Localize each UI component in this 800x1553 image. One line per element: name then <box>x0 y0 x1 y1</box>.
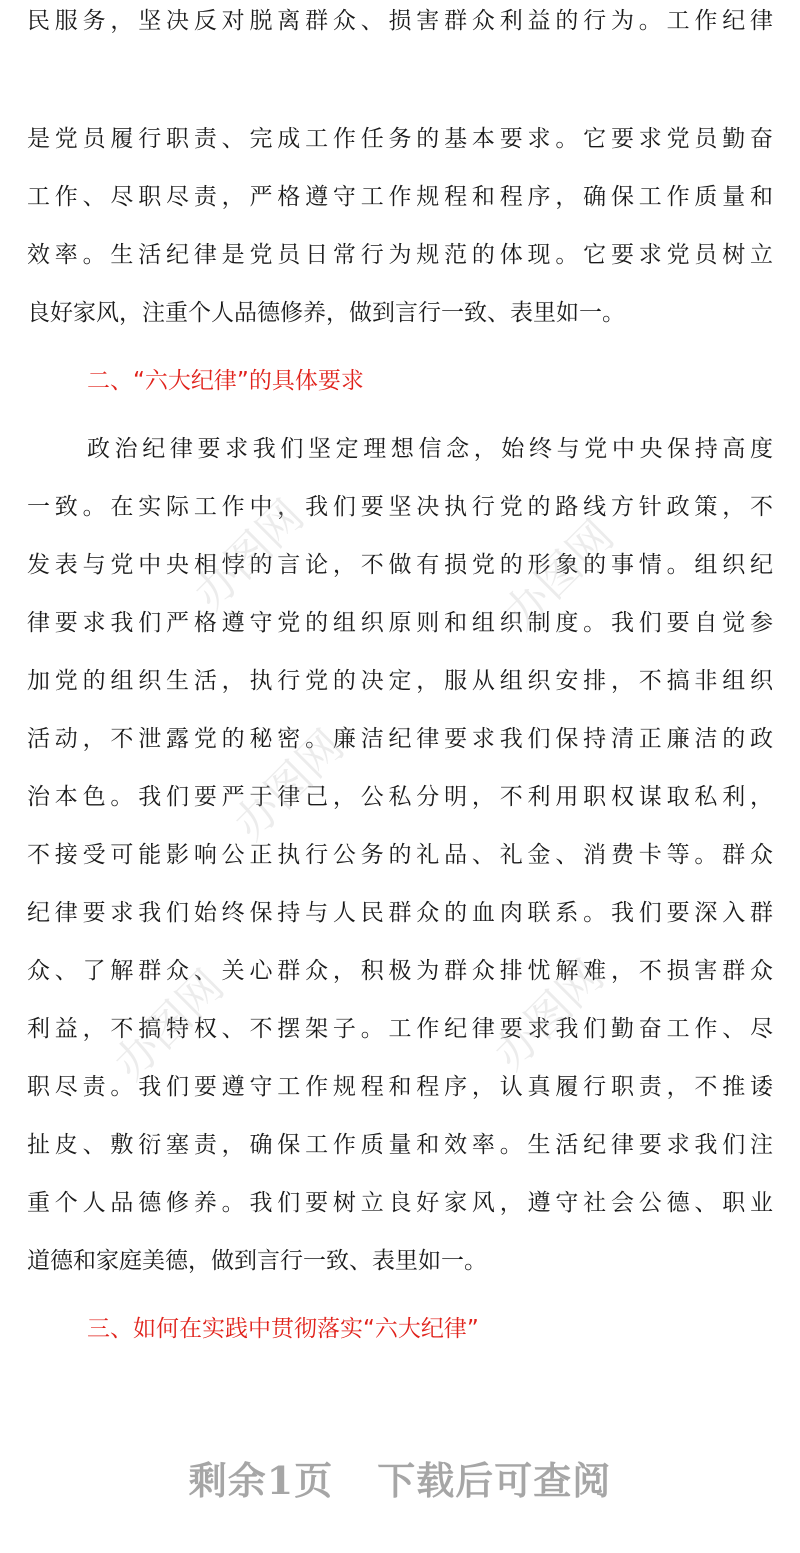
body-line: 治本色。我们要严于律己，公私分明，不利用职权谋取私利， <box>27 784 773 810</box>
body-line: 良好家风，注重个人品德修养，做到言行一致、表里如一。 <box>27 300 625 326</box>
body-line: 道德和家庭美德，做到言行一致、表里如一。 <box>27 1248 487 1274</box>
body-line: 发表与党中央相悖的言论，不做有损党的形象的事情。组织纪 <box>27 552 773 578</box>
body-line: 工作、尽职尽责，严格遵守工作规程和程序，确保工作质量和 <box>27 184 773 210</box>
body-line: 民服务，坚决反对脱离群众、损害群众利益的行为。工作纪律 <box>27 8 773 34</box>
watermark: 办图网 <box>184 490 314 620</box>
body-line: 效率。生活纪律是党员日常行为规范的体现。它要求党员树立 <box>27 242 773 268</box>
body-line: 活动，不泄露党的秘密。廉洁纪律要求我们保持清正廉洁的政 <box>27 726 773 752</box>
body-line: 扯皮、敷衍塞责，确保工作质量和效率。生活纪律要求我们注 <box>27 1132 773 1158</box>
section-heading-3: 三、如何在实践中贯彻落实“六大纪律” <box>87 1316 479 1342</box>
body-line: 众、了解群众、关心群众，积极为群众排忧解难，不损害群众 <box>27 958 773 984</box>
watermark: 办图网 <box>104 960 234 1090</box>
download-hint-text: 下载后可查阅 <box>377 1458 612 1503</box>
body-line: 政治纪律要求我们坚定理想信念，始终与党中央保持高度 <box>87 436 773 462</box>
body-line: 是党员履行职责、完成工作任务的基本要求。它要求党员勤奋 <box>27 126 773 152</box>
body-line: 加党的组织生活，执行党的决定，服从组织安排，不搞非组织 <box>27 668 773 694</box>
watermark: 办图网 <box>484 950 614 1080</box>
body-line: 重个人品德修养。我们要树立良好家风，遵守社会公德、职业 <box>27 1190 773 1216</box>
download-notice[interactable] <box>0 1450 800 1506</box>
body-line: 利益，不搞特权、不摆架子。工作纪律要求我们勤奋工作、尽 <box>27 1016 773 1042</box>
watermark: 办图网 <box>224 720 354 850</box>
section-heading-2: 二、“六大纪律”的具体要求 <box>87 368 364 394</box>
body-line: 律要求我们严格遵守党的组织原则和组织制度。我们要自觉参 <box>27 610 773 636</box>
body-line: 纪律要求我们始终保持与人民群众的血肉联系。我们要深入群 <box>27 900 773 926</box>
body-line: 职尽责。我们要遵守工作规程和程序，认真履行职责，不推诿 <box>27 1074 773 1100</box>
body-line: 不接受可能影响公正执行公务的礼品、礼金、消费卡等。群众 <box>27 842 773 868</box>
body-line: 一致。在实际工作中，我们要坚决执行党的路线方针政策，不 <box>27 494 773 520</box>
watermark: 办图网 <box>494 510 624 640</box>
remaining-pages-text: 剩余1页 <box>188 1458 334 1503</box>
